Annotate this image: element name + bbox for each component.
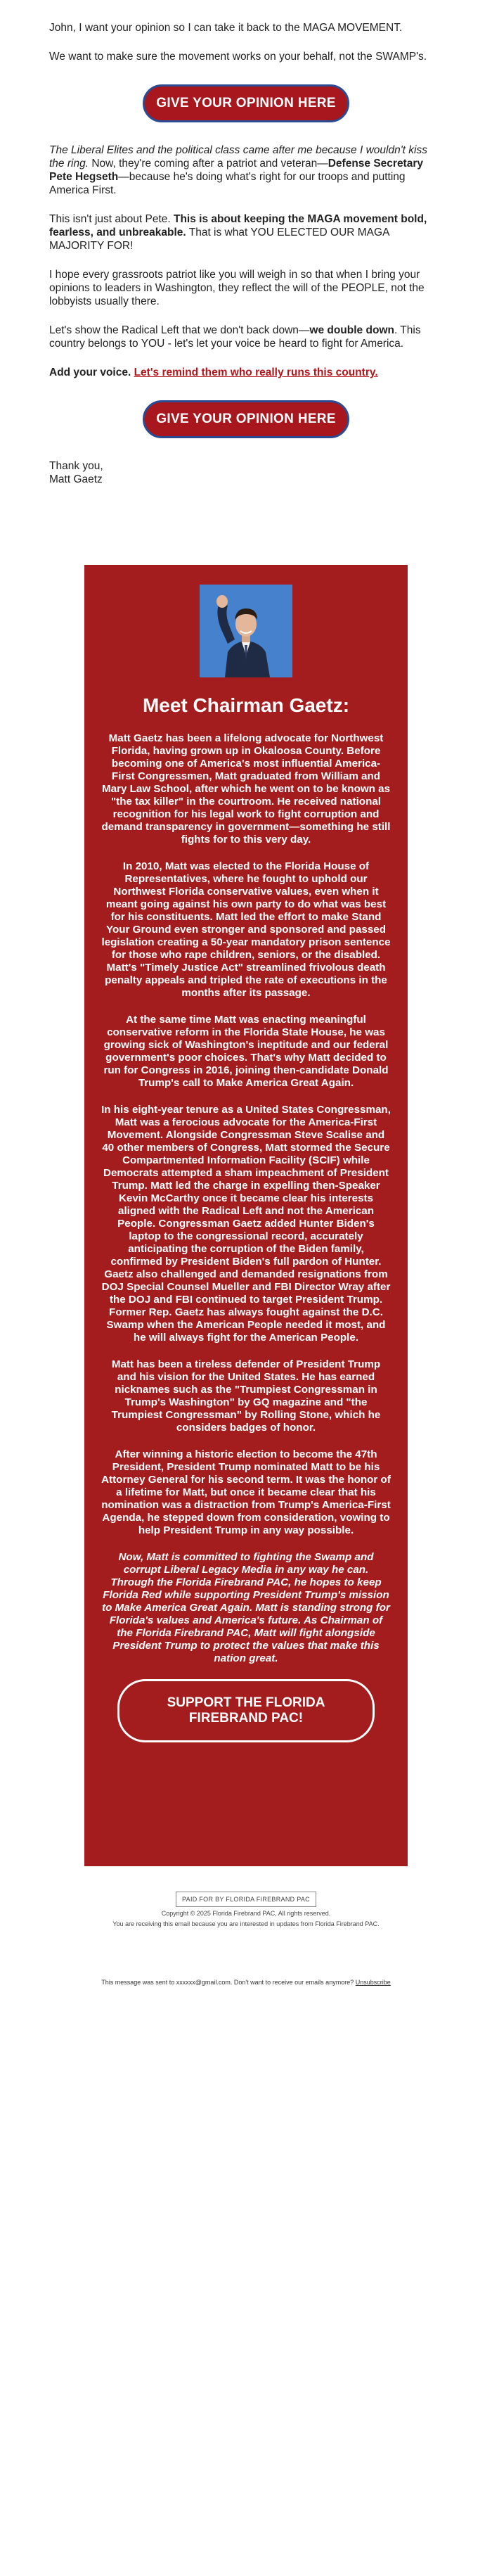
signoff-thanks: Thank you,: [49, 460, 103, 472]
bio-paragraph-3: At the same time Matt was enacting meaningful conservative reform in the Florida State House, he was growing sick of Washington's ineptitude and our federal government's poor choices. That's why Matt decided to run for Congress in 2016, joining then-candidate Donald Trump's call to Make America Great Again.: [103, 1014, 389, 1089]
bio-heading: Meet Chairman Gaetz:: [142, 694, 350, 716]
paragraph-text: . This country belongs to YOU - let's let your voice be heard to fight for America.: [49, 324, 421, 350]
support-pac-button[interactable]: SUPPORT THE FLORIDA FIREBRAND PAC!: [117, 1679, 375, 1742]
italic-quote: The Liberal Elites and the political class came after me because I wouldn't kiss the ring.: [49, 144, 427, 170]
intro-paragraph-2: We want to make sure the movement works on your behalf, not the SWAMP's.: [49, 51, 427, 63]
paragraph-text: Now, they're coming after a patriot and veteran—: [89, 158, 328, 170]
footer: [0, 1892, 492, 1928]
unsubscribe-note: [0, 1979, 492, 1986]
intro-paragraph-1: John, I want your opinion so I can take it back to the MAGA MOVEMENT.: [49, 22, 403, 34]
bold-name: Defense Secretary Pete Hegseth: [49, 158, 423, 183]
chairman-photo: [200, 585, 292, 677]
receiving-reason-text: You are receiving this email because you are interested in updates from Florida Firebrand PAC.: [112, 1920, 380, 1927]
paragraph-text: —because he's doing what's right for our troops and putting America First.: [49, 171, 406, 196]
paragraph-add-voice: [49, 366, 443, 379]
bio-paragraph-5: Matt has been a tireless defender of President Trump and his vision for the United States. He has earned nicknames such as the "Trumpiest Congressman in Trump's Washington" by GQ magazine and "the Trumpiest Congressman" by Rolling Stone, which he considers badges of honor.: [111, 1358, 381, 1434]
bio-closing-paragraph: Now, Matt is committed to fighting the Swamp and corrupt Liberal Legacy Media in any way he can. Through the Florida Firebrand PAC, he hopes to keep Florida Red while supporting President Trump's mission to Make America Great Again. Matt is standing strong for Florida's values and America's future. As Chairman of the Florida Firebrand PAC, Matt will fight alongside President Trump to protect the values that make this nation great.: [102, 1551, 390, 1664]
give-opinion-button-bottom[interactable]: GIVE YOUR OPINION HERE: [143, 400, 349, 438]
bio-section: [84, 565, 408, 1866]
paid-for-disclaimer: PAID FOR BY FLORIDA FIREBRAND PAC: [176, 1892, 316, 1907]
paragraph-not-about-pete: [49, 212, 443, 253]
signoff-name: Matt Gaetz: [49, 473, 103, 485]
paragraph-text: That is what YOU ELECTED OUR MAGA MAJORITY FOR!: [49, 227, 389, 252]
signoff: [49, 459, 443, 486]
bold-statement: This is about keeping the MAGA movement bold, fearless, and unbreakable.: [49, 213, 427, 238]
cta-wrapper-bottom: [49, 400, 443, 438]
remind-them-link[interactable]: Let's remind them who really runs this country.: [134, 366, 378, 378]
give-opinion-button-top[interactable]: GIVE YOUR OPINION HERE: [143, 84, 349, 122]
copyright-text: Copyright © 2025 Florida Firebrand PAC, All rights reserved.: [161, 1910, 331, 1917]
email-body: [49, 0, 443, 486]
bio-paragraph-6: After winning a historic election to become the 47th President, President Trump nominated Matt to be his Attorney General for his second term. It was the honor of a lifetime for Matt, but once it became clear that his nomination was a distraction from Trump's America-First Agenda, he stepped down from consideration, vowing to help President Trump in any way possible.: [101, 1448, 391, 1536]
bio-paragraph-1: Matt Gaetz has been a lifelong advocate for Northwest Florida, having grown up in Okaloosa County. Before becoming one of America's most influential America-First Congressmen, Matt graduated from William and Mary Law School, after which he went on to be known as "the tax killer" in the courtroom. He received national recognition for his legal work to fight corruption and demand transparency in government—something he still fights for to this very day.: [101, 732, 391, 846]
cta-wrapper-top: [49, 84, 443, 122]
unsubscribe-link[interactable]: Unsubscribe: [355, 1979, 391, 1986]
paragraph-grassroots: I hope every grassroots patriot like you will weigh in so that when I bring your opinions to leaders in Washington, they reflect the will of the PEOPLE, not the lobbyists usually there.: [49, 269, 425, 307]
bold-double-down: we double down: [309, 324, 394, 336]
paragraph-liberal-elites: [49, 144, 443, 197]
paragraph-double-down: [49, 324, 443, 350]
paragraph-text: This isn't just about Pete.: [49, 213, 174, 225]
bio-paragraph-4: In his eight-year tenure as a United States Congressman, Matt was a ferocious advocate for the America-First Movement. Alongside Congressman Steve Scalise and 40 other members of Congress, Matt stormed the Secure Compartmented Information Facility (SCIF) while Democrats attempted a sham impeachment of President Trump. Matt led the charge in expelling then-Speaker Kevin McCarthy once it became clear his interests aligned with the Radical Left and not the American People. Congressman Gaetz added Hunter Biden's laptop to the congressional record, accurately anticipating the corruption of the Biden family, confirmed by President Biden's full pardon of Hunter. Gaetz also challenged and demanded resignations from DOJ Special Counsel Mueller and FBI Director Wray after the DOJ and FBI continued to target President Trump. Former Rep. Gaetz has always fought against the D.C. Swamp when the American People needed it most, and he will always fight for the American People.: [101, 1104, 391, 1344]
paragraph-text: Let's show the Radical Left that we don't back down—: [49, 324, 310, 336]
bio-paragraph-2: In 2010, Matt was elected to the Florida House of Representatives, where he fought to uphold our Northwest Florida conservative values, even when it meant going against his own party to do what was best for his constituents. Matt led the effort to make Stand Your Ground even stronger and sponsored and passed legislation creating a 50-year mandatory prison sentence for those who rape children, seniors, or the disabled. Matt's "Timely Justice Act" streamlined frivolous death penalty appeals and tripled the rate of executions in the months after its passage.: [101, 860, 391, 999]
bold-add-voice: Add your voice.: [49, 366, 131, 378]
portrait-image: [200, 585, 292, 677]
sent-to-text: This message was sent to xxxxxx@gmail.com. Don't want to receive our emails anymore?: [101, 1979, 354, 1986]
